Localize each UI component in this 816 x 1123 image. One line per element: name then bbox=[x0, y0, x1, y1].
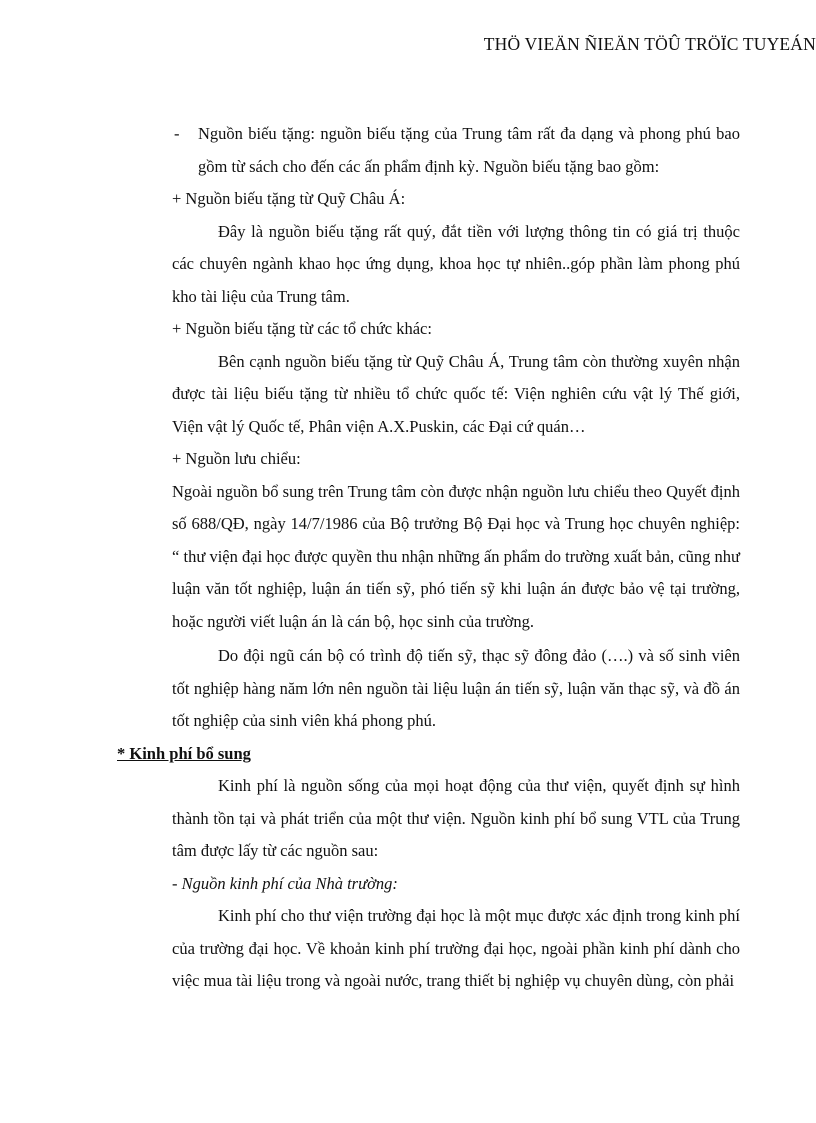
section-heading-funding: * Kinh phí bổ sung bbox=[117, 743, 251, 763]
subheading-asia-foundation: + Nguồn biếu tặng từ Quỹ Châu Á: bbox=[172, 189, 406, 208]
paragraph-school-funding: Kinh phí cho thư viện trường đại học là một mục được xác định trong kinh phí của trường đại học. Về khoản kinh phí trường đại học, ngoài phần kinh phí dành cho việc mua tài liệu trong và ngoài nước, trang thiết bị nghiệp vụ chuyên dùng, còn phải bbox=[172, 906, 740, 990]
page-header: THÖ VIEÄN ÑIEÄN TÖÛ TRÖÏC TUYEÁN bbox=[483, 34, 816, 54]
paragraph-asia-foundation: Đây là nguồn biếu tặng rất quý, đắt tiền với lượng thông tin có giá trị thuộc các chuyên ngành khao học ứng dụng, khoa học tự nhiên..góp phần làm phong phú kho tài liệu của Trung tâm. bbox=[172, 221, 740, 306]
italic-subheading-school-funding: - Nguồn kinh phí của Nhà trường: bbox=[172, 873, 398, 893]
bullet-text: Nguồn biếu tặng: nguồn biếu tặng của Trung tâm rất đa dạng và phong phú bao gồm từ sách cho đến các ấn phẩm định kỳ. Nguồn biếu tặng bao gồm: bbox=[198, 124, 740, 176]
bullet-marker: - bbox=[174, 124, 180, 143]
paragraph-theses: Do đội ngũ cán bộ có trình độ tiến sỹ, thạc sỹ đông đảo (….) và số sinh viên tốt nghiệp hàng năm lớn nên nguồn tài liệu luận án tiến sỹ, luận văn thạc sỹ, và đồ án tốt nghiệp của sinh viên khá phong phú. bbox=[172, 646, 740, 730]
document-body bbox=[117, 118, 740, 998]
bullet-paragraph bbox=[174, 118, 740, 183]
subheading-legal-deposit: + Nguồn lưu chiểu: bbox=[172, 449, 301, 468]
paragraph-other-organizations: Bên cạnh nguồn biếu tặng từ Quỹ Châu Á, Trung tâm còn thường xuyên nhận được tài liệu biếu tặng từ nhiều tổ chức quốc tế: Viện nghiên cứu vật lý Thế giới, Viện vật lý Quốc tế, Phân viện A.X.Puskin, các Đại cứ quán… bbox=[172, 351, 740, 436]
paragraph-funding: Kinh phí là nguồn sống của mọi hoạt động của thư viện, quyết định sự hình thành tồn tại và phát triển của một thư viện. Nguồn kinh phí bổ sung VTL của Trung tâm được lấy từ các nguồn sau: bbox=[172, 776, 740, 860]
subheading-other-organizations: + Nguồn biếu tặng từ các tổ chức khác: bbox=[172, 319, 432, 338]
paragraph-legal-deposit: Ngoài nguồn bổ sung trên Trung tâm còn được nhận nguồn lưu chiểu theo Quyết định số 688/QĐ, ngày 14/7/1986 của Bộ trưởng Bộ Đại học và Trung học chuyên nghiệp: “ thư viện đại học được quyền thu nhận những ấn phẩm do trường xuất bản, cũng như luận văn tốt nghiệp, luận án tiến sỹ, phó tiến sỹ khi luận án được bảo vệ tại trường, hoặc người viết luận án là cán bộ, học sinh của trường. bbox=[172, 481, 740, 631]
